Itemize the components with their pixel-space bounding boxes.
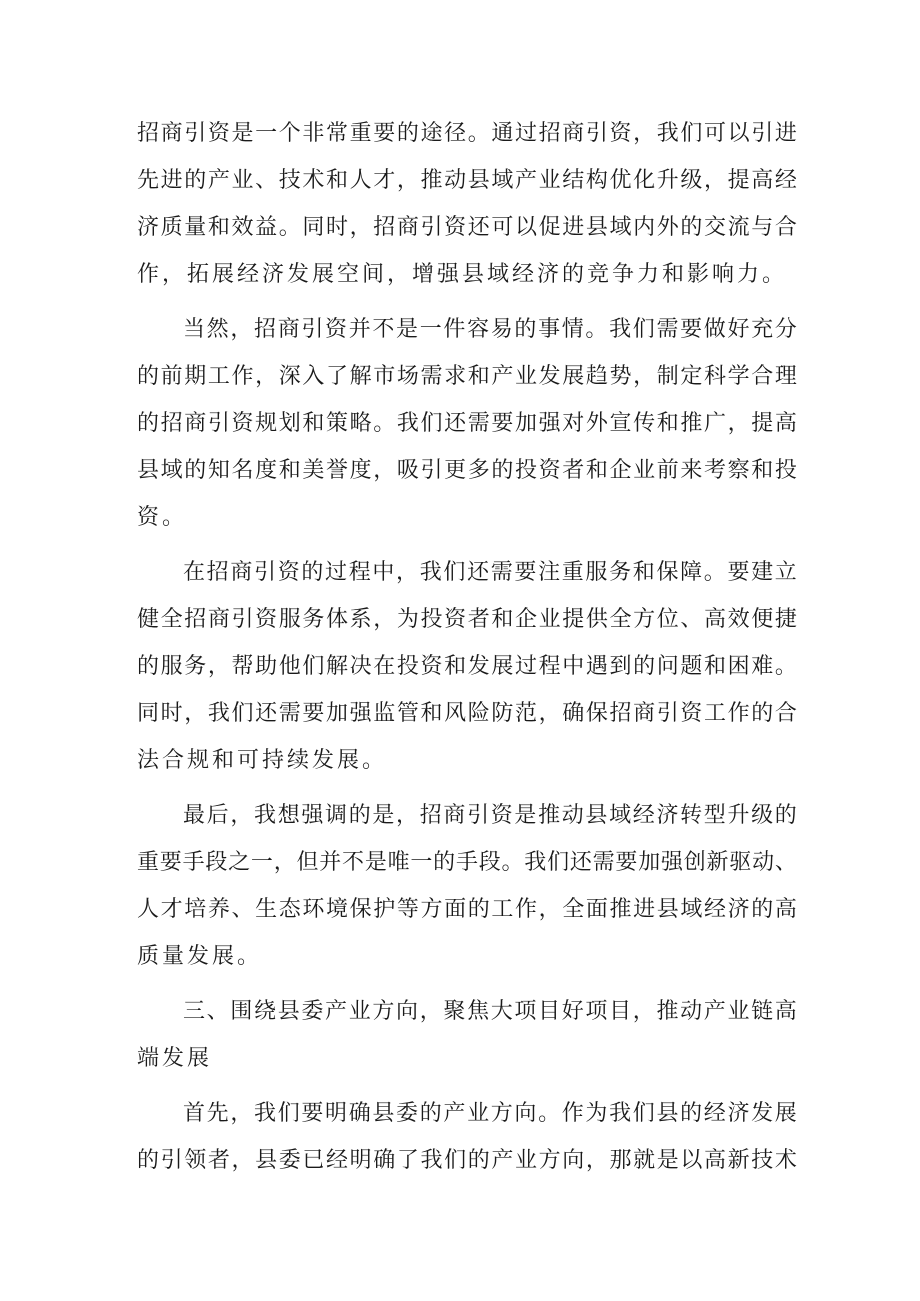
paragraph-5 — [137, 1090, 797, 1184]
text-line: 先 进 的 产 业 、 技 术 和 人 才 ， 推 动 县 域 产 业 结 构 优 化 升 级 ， 提 高 经 — [137, 168, 797, 193]
document-body — [137, 110, 797, 1192]
text-line: 最 后 ， 我 想 强 调 的 是 ， 招 商 引 资 是 推 动 县 域 经 济 转 型 升 级 的 — [183, 803, 797, 828]
text-line: 首 先 ， 我 们 要 明 确 县 委 的 产 业 方 向 。 作 为 我 们 县 的 经 济 发 展 — [183, 1101, 797, 1126]
text-line: 济 质 量 和 效 益 。 同 时 ， 招 商 引 资 还 可 以 促 进 县 域 内 外 的 交 流 与 合 — [137, 215, 797, 240]
text-line: 的 引 领 者 ， 县 委 已 经 明 确 了 我 们 的 产 业 方 向 ， 那 就 是 以 高 新 技 术 — [137, 1148, 797, 1173]
text-line: 同 时 ， 我 们 还 需 要 加 强 监 管 和 风 险 防 范 ， 确 保 招 商 引 资 工 作 的 合 — [137, 701, 797, 726]
text-line: 资。 — [137, 505, 188, 530]
section-heading — [137, 988, 797, 1082]
paragraph-4 — [137, 792, 797, 980]
text-line: 三 、 围 绕 县 委 产 业 方 向 ， 聚 焦 大 项 目 好 项 目 ， 推 动 产 业 链 高 — [183, 999, 797, 1024]
text-line: 法合规和可持续发展。 — [137, 748, 388, 773]
text-line: 质量发展。 — [137, 944, 263, 969]
text-line: 的 招 商 引 资 规 划 和 策 略 。 我 们 还 需 要 加 强 对 外 宣 传 和 推 广 ， 提 高 — [137, 411, 797, 436]
paragraph-1 — [137, 110, 797, 298]
text-line: 县 域 的 知 名 度 和 美 誉 度 ， 吸 引 更 多 的 投 资 者 和 企 业 前 来 考 察 和 投 — [137, 458, 797, 483]
text-line: 招 商 引 资 是 一 个 非 常 重 要 的 途 径 。 通 过 招 商 引 资 ， 我 们 可 以 引 进 — [137, 121, 797, 146]
text-line: 健 全 招 商 引 资 服 务 体 系 ， 为 投 资 者 和 企 业 提 供 全 方 位 、 高 效 便 捷 — [137, 607, 797, 632]
text-line: 作，拓展经济发展空间，增强县域经济的竞争力和影响力。 — [137, 262, 788, 287]
text-line: 重 要 手 段 之 一 ， 但 并 不 是 唯 一 的 手 段 。 我 们 还 需 要 加 强 创 新 驱 动 、 — [137, 850, 797, 875]
text-line: 在 招 商 引 资 的 过 程 中 ， 我 们 还 需 要 注 重 服 务 和 保 障 。 要 建 立 — [183, 560, 797, 585]
paragraph-2 — [137, 306, 797, 541]
text-line: 当 然 ， 招 商 引 资 并 不 是 一 件 容 易 的 事 情 。 我 们 需 要 做 好 充 分 — [183, 317, 797, 342]
text-line: 端发展 — [137, 1046, 213, 1071]
text-line: 的 前 期 工 作 ， 深 入 了 解 市 场 需 求 和 产 业 发 展 趋 势 ， 制 定 科 学 合 理 — [137, 364, 797, 389]
text-line: 的 服 务 ， 帮 助 他 们 解 决 在 投 资 和 发 展 过 程 中 遇 到 的 问 题 和 困 难 。 — [137, 654, 797, 679]
text-line: 人 才 培 养 、 生 态 环 境 保 护 等 方 面 的 工 作 ， 全 面 推 进 县 域 经 济 的 高 — [137, 897, 797, 922]
paragraph-3 — [137, 549, 797, 784]
